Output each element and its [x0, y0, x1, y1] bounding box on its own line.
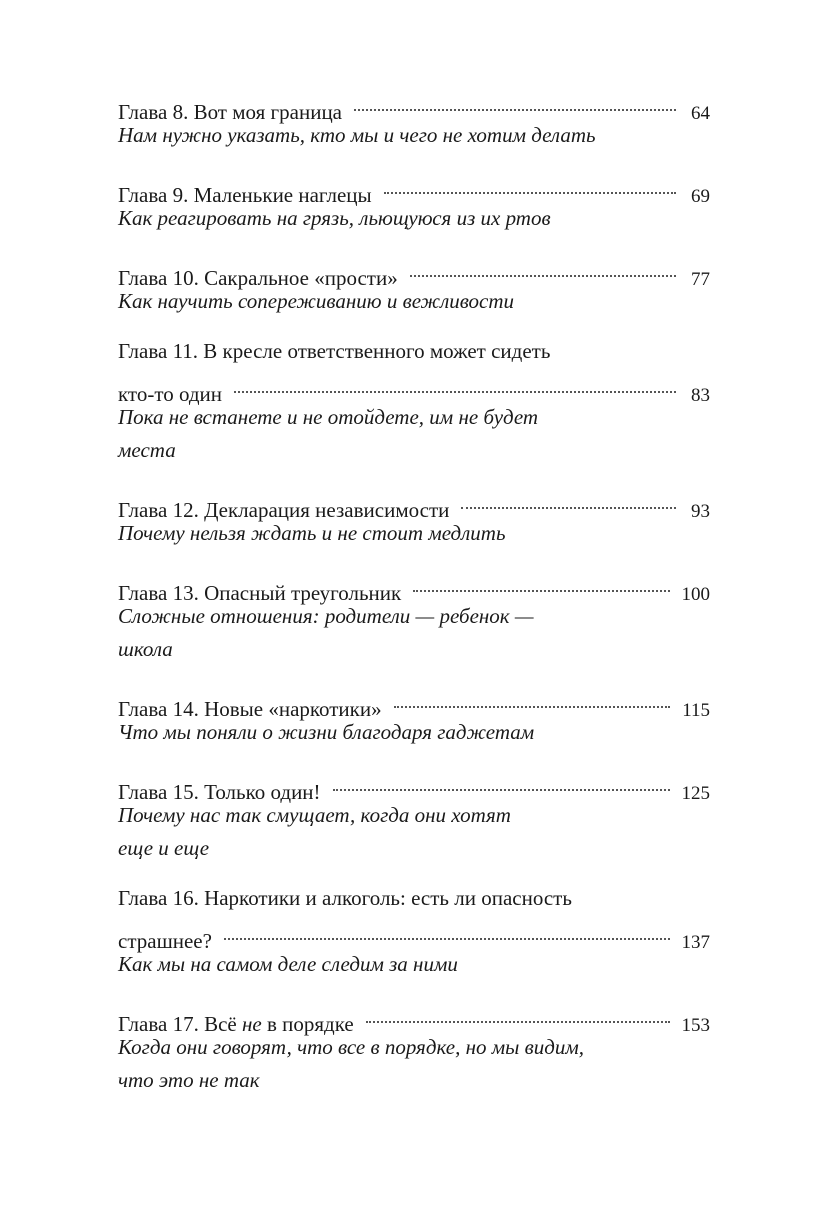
- toc-row: [118, 766, 710, 804]
- chapter-subtitle: Когда они говорят, что все в порядке, но мы видим,: [118, 1035, 584, 1059]
- chapter-title: Глава 9. Маленькие наглецы: [118, 183, 372, 207]
- toc-entry-ch13: [118, 567, 710, 666]
- toc-row: [118, 86, 710, 124]
- toc-entry-ch12: [118, 484, 710, 550]
- chapter-title: Глава 10. Сакральное «прости»: [118, 266, 398, 290]
- page-number: 69: [691, 186, 710, 207]
- dot-leader: [354, 86, 676, 119]
- chapter-title: Глава 8. Вот моя граница: [118, 100, 342, 124]
- toc-entry-ch14: [118, 683, 710, 749]
- chapter-subtitle: школа: [118, 637, 173, 661]
- chapter-title-line: Глава 11. В кресле ответственного может сидеть: [118, 339, 551, 363]
- dot-leader: [461, 484, 676, 517]
- page-number: 83: [691, 385, 710, 406]
- toc-row: [118, 169, 710, 207]
- dot-leader: [384, 169, 676, 202]
- chapter-title: страшнее?: [118, 929, 212, 953]
- toc-row: [118, 998, 710, 1036]
- chapter-subtitle: еще и еще: [118, 836, 210, 860]
- chapter-subtitle: Сложные отношения: родители — ребенок —: [118, 604, 534, 628]
- toc-row: [118, 915, 710, 953]
- toc-row: [118, 252, 710, 290]
- chapter-subtitle: Как мы на самом деле следим за ними: [118, 952, 458, 976]
- chapter-subtitle: Пока не встанете и не отойдете, им не будет: [118, 405, 539, 429]
- chapter-title: Глава 15. Только один!: [118, 780, 321, 804]
- chapter-title: кто-то один: [118, 382, 223, 406]
- table-of-contents: [118, 86, 710, 1114]
- dot-leader: [413, 567, 669, 600]
- toc-entry-ch15: [118, 766, 710, 865]
- chapter-title: Глава 13. Опасный треугольник: [118, 581, 402, 605]
- dot-leader: [234, 368, 676, 401]
- chapter-subtitle: Почему нельзя ждать и не стоит медлить: [118, 521, 506, 545]
- dot-leader: [394, 683, 671, 716]
- toc-entry-ch17: [118, 998, 710, 1097]
- chapter-subtitle: Как реагировать на грязь, льющуюся из их ртов: [118, 206, 551, 230]
- toc-entry-ch9: [118, 169, 710, 235]
- chapter-subtitle: места: [118, 438, 176, 462]
- dot-leader: [333, 766, 670, 799]
- page-number: 77: [691, 269, 710, 290]
- toc-entry-ch16: [118, 882, 710, 981]
- page-number: 115: [682, 700, 710, 721]
- page-number: 153: [681, 1015, 710, 1036]
- toc-row: [118, 567, 710, 605]
- page-number: 137: [681, 932, 710, 953]
- chapter-title-suffix: в порядке: [261, 1012, 354, 1036]
- chapter-subtitle: что это не так: [118, 1068, 260, 1092]
- dot-leader: [366, 998, 670, 1031]
- chapter-title-prefix: Глава 17. Всё: [118, 1012, 242, 1036]
- chapter-title: Глава 14. Новые «наркотики»: [118, 697, 382, 721]
- toc-entry-ch11: [118, 335, 710, 467]
- toc-entry-ch10: [118, 252, 710, 318]
- toc-entry-ch8: [118, 86, 710, 152]
- dot-leader: [224, 915, 670, 948]
- toc-row: [118, 484, 710, 522]
- toc-row: [118, 368, 710, 406]
- chapter-subtitle: Нам нужно указать, кто мы и чего не хотим делать: [118, 123, 596, 147]
- chapter-subtitle: Что мы поняли о жизни благодаря гаджетам: [118, 720, 535, 744]
- dot-leader: [410, 252, 676, 285]
- toc-row: [118, 683, 710, 721]
- chapter-subtitle: Как научить сопереживанию и вежливости: [118, 289, 515, 313]
- page-number: 64: [691, 103, 710, 124]
- chapter-subtitle: Почему нас так смущает, когда они хотят: [118, 803, 511, 827]
- chapter-title-emphasis: не: [241, 1012, 262, 1036]
- page-number: 100: [681, 584, 710, 605]
- chapter-title-line: Глава 16. Наркотики и алкоголь: есть ли опасность: [118, 886, 572, 910]
- chapter-title: Глава 12. Декларация независимости: [118, 498, 450, 522]
- page-number: 93: [691, 501, 710, 522]
- page-number: 125: [681, 783, 710, 804]
